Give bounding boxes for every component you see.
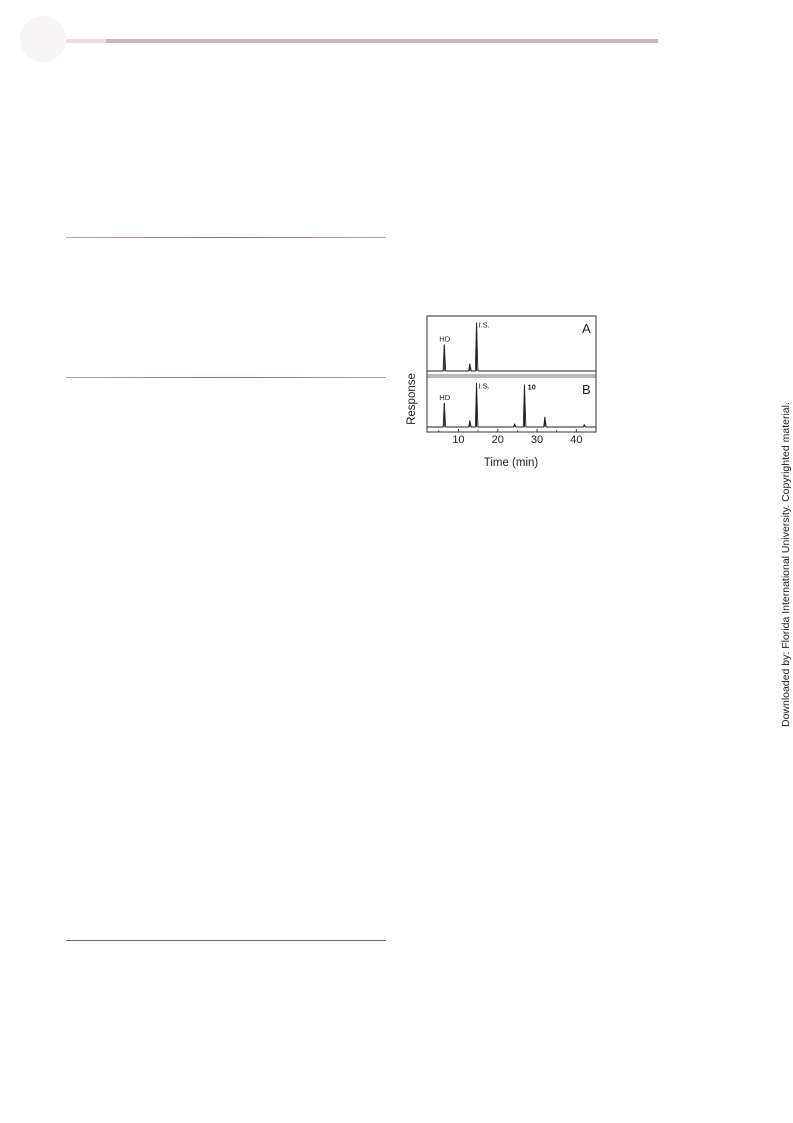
x-tick-label: 20 [491, 434, 504, 446]
x-tick-label: 40 [570, 434, 583, 446]
panel-label-A: A [582, 321, 591, 336]
peak-label: I.S. [478, 381, 490, 391]
peak-label: I.S. [478, 320, 490, 330]
download-notice: Downloaded by: Florida International University. Copyrighted material. [780, 402, 792, 727]
y-axis-label: Response [406, 373, 418, 425]
section-rule-1 [66, 237, 386, 238]
chromatogram-trace-B [427, 383, 596, 427]
panel-label-B: B [582, 382, 591, 397]
x-axis-label: Time (min) [483, 457, 539, 469]
x-tick-label: 30 [530, 434, 544, 446]
header-rule [66, 39, 658, 43]
journal-logo-mark [20, 16, 66, 62]
peak-label: 10 [527, 382, 536, 392]
peak-label: HD [439, 334, 451, 344]
x-tick-label: 10 [452, 434, 465, 446]
section-rule-2 [66, 377, 386, 378]
peak-label: HD [439, 393, 451, 403]
chromatogram-figure [400, 306, 600, 476]
chromatogram-trace-A [427, 320, 596, 371]
plot-frame [427, 316, 596, 432]
footnote-rule [66, 940, 386, 941]
